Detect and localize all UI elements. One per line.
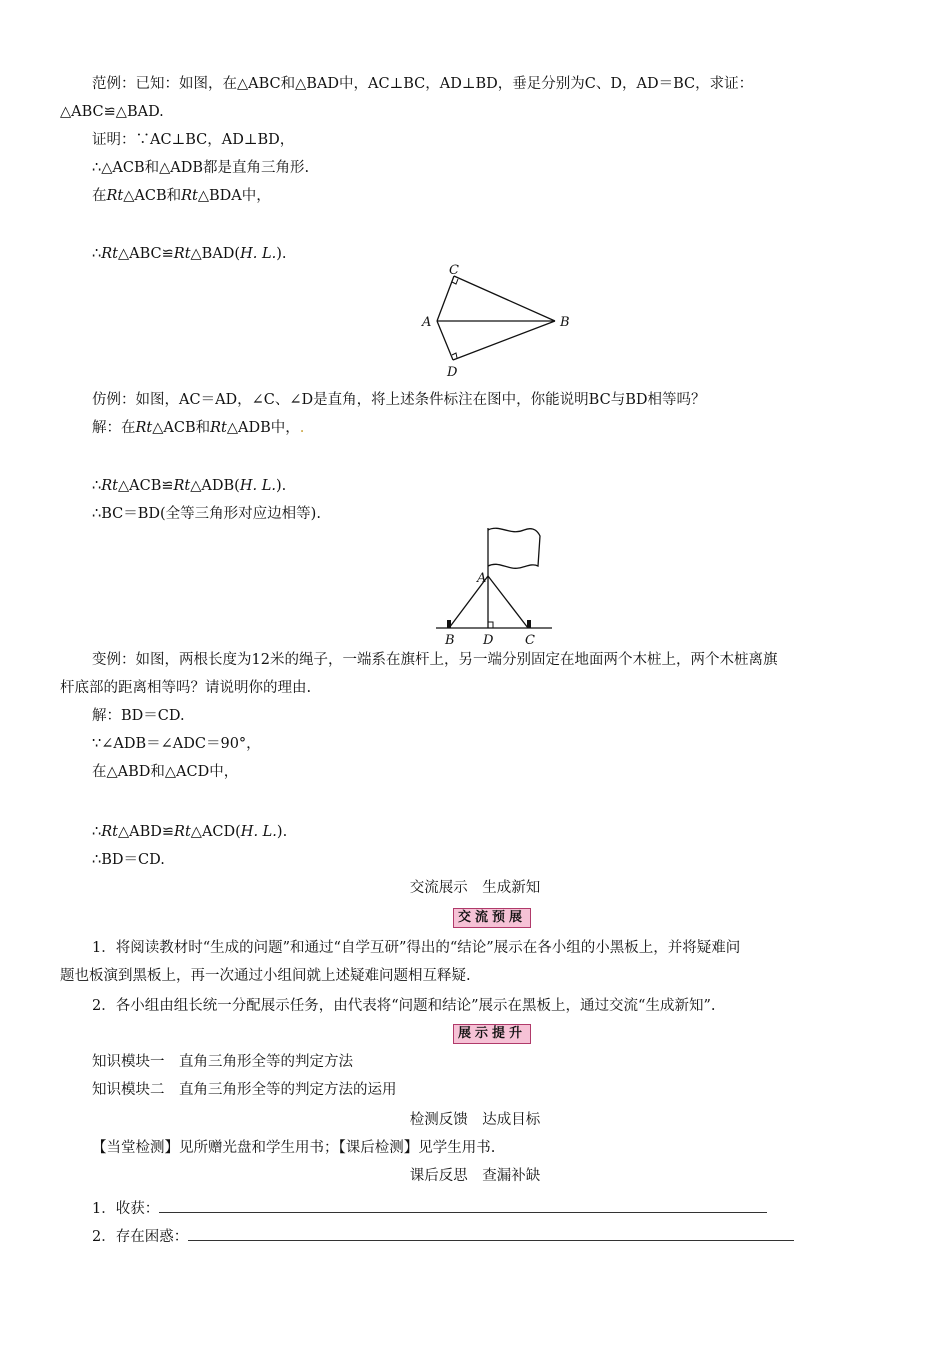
flagpole-figure xyxy=(430,522,560,650)
variant-solution-1: 解：BD＝CD. xyxy=(92,708,185,724)
imitate-conclusion-2: ∴BC＝BD(全等三角形对应边相等). xyxy=(92,506,321,522)
right-angle-mark-d xyxy=(488,622,493,628)
gain-answer-line[interactable] xyxy=(159,1198,767,1213)
example-proof-3: 在Rt△ACB和Rt△BDA中， xyxy=(92,188,271,204)
feedback-text: 【当堂检测】见所赠光盘和学生用书；【课后检测】见学生用书. xyxy=(92,1140,496,1156)
imitate-solution: 解：在Rt△ACB和Rt△ADB中，. xyxy=(92,420,305,436)
example-line-1: 范例：已知：如图，在△ABC和△BAD中，AC⊥BC，AD⊥BD，垂足分别为C、D，AD＝BC，求证： xyxy=(92,76,754,92)
knowledge-module-1: 知识模块一 直角三角形全等的判定方法 xyxy=(92,1054,353,1070)
exchange-item-2: 2．各小组由组长统一分配展示任务，由代表将“问题和结论”展示在黑板上，通过交流“生成新知”. xyxy=(92,998,716,1014)
confusion-answer-line[interactable] xyxy=(188,1226,794,1241)
example-proof-2: ∴△ACB和△ADB都是直角三角形. xyxy=(92,160,310,176)
kite-figure xyxy=(415,262,575,382)
example-proof-1: 证明：∵AC⊥BC，AD⊥BD， xyxy=(92,132,295,148)
variant-solution-3: 在△ABD和△ACD中， xyxy=(92,764,239,780)
imitate-line-1: 仿例：如图，AC＝AD，∠C、∠D是直角，将上述条件标注在图中，你能说明BC与BD相等吗？ xyxy=(92,392,706,408)
exchange-item-1b: 题也板演到黑板上，再一次通过小组间就上述疑难问题相互释疑. xyxy=(60,968,471,984)
segment-db xyxy=(453,321,555,360)
section-title-exchange: 交流展示 生成新知 xyxy=(409,880,541,896)
right-angle-mark-d xyxy=(452,353,457,358)
variant-conclusion-2: ∴BD＝CD. xyxy=(92,852,165,868)
section-title-feedback: 检测反馈 达成目标 xyxy=(409,1112,541,1128)
label-a: A xyxy=(477,571,487,586)
segment-ac xyxy=(437,276,454,321)
variant-conclusion: ∴Rt△ABD≌Rt△ACD(H. L.). xyxy=(92,824,288,840)
flag xyxy=(488,528,540,568)
label-c: C xyxy=(525,633,535,648)
badge-display-improve: 展示提升 xyxy=(453,1024,531,1044)
label-a: A xyxy=(422,315,432,330)
reflection-gain: 1．收获： xyxy=(92,1198,767,1219)
exchange-item-1a: 1．将阅读教材时“生成的问题”和通过“自学互研”得出的“结论”展示在各小组的小黑板上，并将疑难问 xyxy=(92,940,741,956)
label-c: C xyxy=(449,263,459,278)
segment-cb xyxy=(454,276,555,321)
variant-line-2: 杆底部的距离相等吗？请说明你的理由. xyxy=(60,680,312,696)
example-conclusion: ∴Rt△ABC≌Rt△BAD(H. L.). xyxy=(92,246,287,262)
label-d: D xyxy=(447,365,458,380)
label-d: D xyxy=(483,633,494,648)
stake-b xyxy=(447,620,451,628)
segment-ad xyxy=(437,321,453,360)
label-b: B xyxy=(445,633,455,648)
badge-exchange-preview: 交流预展 xyxy=(453,908,531,928)
variant-line-1: 变例：如图，两根长度为12米的绳子，一端系在旗杆上，另一端分别固定在地面两个木桩上，两个木桩离旗 xyxy=(92,652,778,668)
example-line-2: △ABC≌△BAD. xyxy=(60,104,164,120)
stake-c xyxy=(527,620,531,628)
label-b: B xyxy=(560,315,570,330)
variant-solution-2: ∵∠ADB＝∠ADC＝90°， xyxy=(92,736,261,752)
knowledge-module-2: 知识模块二 直角三角形全等的判定方法的运用 xyxy=(92,1082,397,1098)
reflection-confusion: 2．存在困惑： xyxy=(92,1226,794,1247)
imitate-conclusion: ∴Rt△ACB≌Rt△ADB(H. L.). xyxy=(92,478,287,494)
section-title-reflection: 课后反思 查漏补缺 xyxy=(409,1168,541,1184)
rope-ac xyxy=(488,576,528,628)
